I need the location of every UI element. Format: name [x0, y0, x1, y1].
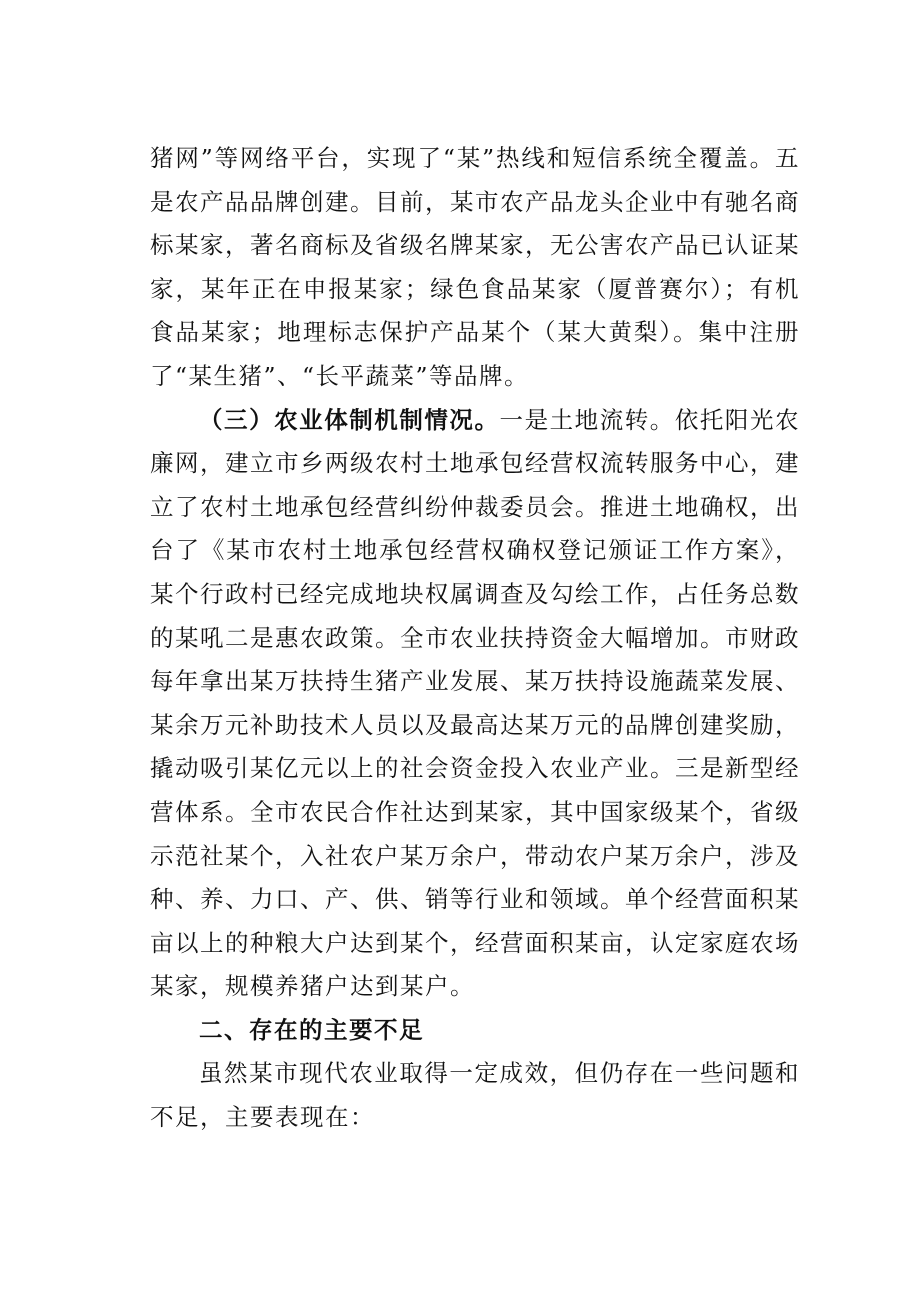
section-subtitle: （三）农业体制机制情况。: [199, 405, 500, 434]
paragraph-shortcomings-intro: 虽然某市现代农业取得一定成效，但仍存在一些问题和不足，主要表现在：: [150, 1059, 800, 1132]
document-page: [150, 137, 800, 1140]
paragraph-institutional-mechanisms: [150, 399, 800, 1009]
paragraph-brand-building: 猪网”等网络平台，实现了“某”热线和短信系统全覆盖。五是农产品品牌创建。目前，某市农产品龙头企业中有驰名商标某家，著名商标及省级名牌某家，无公害农产品已认证某家，某年正在申报某家；绿色食品某家（厦普赛尔）；有机食品某家；地理标志保护产品某个（某大黄梨）。集中注册了“某生猪”、“长平蔬菜”等品牌。: [150, 144, 800, 390]
section-body: 一是土地流转。依托阳光农廉网，建立市乡两级农村土地承包经营权流转服务中心，建立了农村土地承包经营纠纷仲裁委员会。推进土地确权，出台了《某市农村土地承包经营权确权登记颁证工作方案》，某个行政村已经完成地块权属调查及勾绘工作，占任务总数的某吼二是惠农政策。全市农业扶持资金大幅增加。市财政每年拿出某万扶持生猪产业发展、某万扶持设施蔬菜发展、某余万元补助技术人员以及最高达某万元的品牌创建奖励，撬动吸引某亿元以上的社会资金投入农业产业。三是新型经营体系。全市农民合作社达到某家，其中国家级某个，省级示范社某个，入社农户某万余户，带动农户某万余户，涉及种、养、力口、产、供、销等行业和领域。单个经营面积某亩以上的种粮大户达到某个，经营面积某亩，认定家庭农场某家，规模养猪户达到某户。: [150, 405, 801, 1001]
section-heading-shortcomings: 二、存在的主要不足: [199, 1015, 424, 1044]
